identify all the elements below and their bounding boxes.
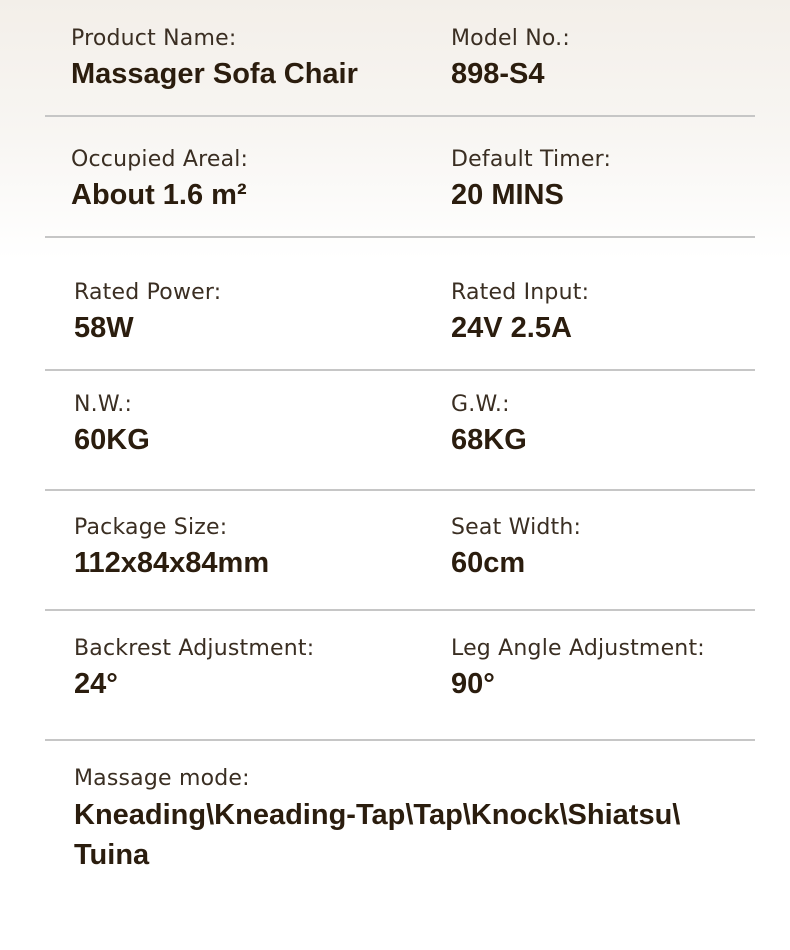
spec-label: Rated Power:: [74, 280, 222, 305]
spec-label: Backrest Adjustment:: [74, 636, 315, 661]
row-divider: [45, 236, 755, 238]
row-divider: [45, 115, 755, 117]
spec-label: Model No.:: [451, 26, 570, 51]
spec-label: N.W.:: [74, 392, 133, 417]
spec-value: Massager Sofa Chair: [71, 58, 358, 90]
spec-label: Massage mode:: [74, 766, 250, 791]
massage-modes-line-2: Tuina: [74, 839, 150, 871]
spec-value: 20 MINS: [451, 179, 564, 211]
row-divider: [45, 739, 755, 741]
spec-label: Seat Width:: [451, 515, 582, 540]
spec-value: 68KG: [451, 424, 527, 456]
spec-cell-gross-weight: [451, 392, 527, 457]
spec-value: 58W: [74, 312, 134, 344]
spec-label: Occupied Areal:: [71, 147, 249, 172]
spec-label: Package Size:: [74, 515, 228, 540]
spec-value: 90°: [451, 668, 495, 700]
row-divider: [45, 369, 755, 371]
spec-cell-massage-mode: [74, 766, 774, 875]
spec-cell-product-name: [71, 26, 358, 91]
spec-label: G.W.:: [451, 392, 510, 417]
spec-value: 24V 2.5A: [451, 312, 572, 344]
row-divider: [45, 609, 755, 611]
massage-modes-value: [74, 795, 774, 875]
spec-value: 60cm: [451, 547, 526, 579]
spec-cell-net-weight: [74, 392, 150, 457]
spec-cell-package-size: [74, 515, 269, 580]
spec-label: Rated Input:: [451, 280, 590, 305]
spec-label: Leg Angle Adjustment:: [451, 636, 705, 661]
spec-value: 112x84x84mm: [74, 547, 270, 579]
spec-cell-rated-input: [451, 280, 589, 345]
spec-cell-leg-angle-adjustment: [451, 636, 705, 701]
spec-label: Product Name:: [71, 26, 237, 51]
spec-cell-model-no: [451, 26, 570, 91]
spec-value: 898-S4: [451, 58, 545, 90]
spec-label: Default Timer:: [451, 147, 612, 172]
row-divider: [45, 489, 755, 491]
spec-value: 24°: [74, 668, 118, 700]
spec-cell-rated-power: [74, 280, 221, 345]
spec-cell-default-timer: [451, 147, 611, 212]
spec-cell-occupied-area: [71, 147, 248, 212]
spec-value: 60KG: [74, 424, 150, 456]
spec-cell-seat-width: [451, 515, 581, 580]
spec-cell-backrest-adjustment: [74, 636, 314, 701]
massage-modes-line-1: Kneading\Kneading-Tap\Tap\Knock\Shiatsu\: [74, 799, 681, 831]
spec-value: About 1.6 m²: [71, 179, 247, 211]
